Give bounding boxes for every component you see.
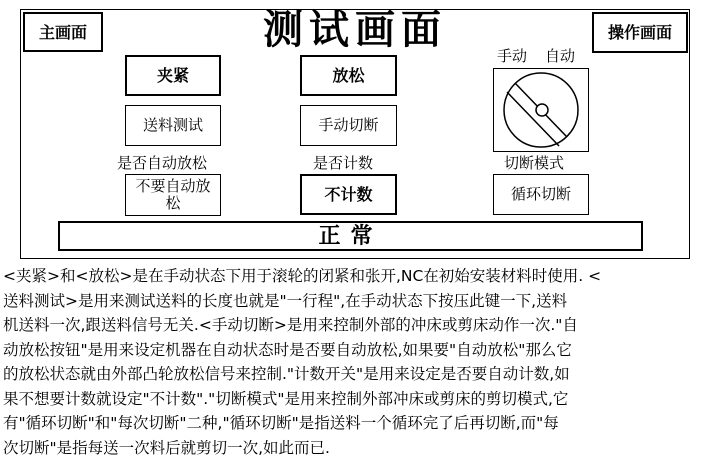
release-button[interactable]: 放松: [300, 55, 397, 96]
description-line: 动放松按钮"是用来设定机器在自动状态时是否要自动放松,如果要"自动放松"那么它: [3, 340, 572, 359]
feed-test-button[interactable]: 送料测试: [125, 105, 221, 146]
clamp-button[interactable]: 夹紧: [125, 55, 221, 96]
status-bar: 正常: [58, 221, 643, 251]
description-line: 机送料一次,跟送料信号无关.<手动切断>是用来控制外部的冲床或剪床动作一次."自: [3, 316, 578, 334]
description-line: 送料测试>是用来测试送料的长度也就是"一行程",在手动状态下按压此键一下,送料: [3, 291, 568, 310]
auto-label: 自动: [545, 47, 576, 65]
description-line: 有"循环切断"和"每次切断"二种,"循环切断"是指送料一个循环完了后再切断,而"每: [3, 414, 559, 432]
auto-release-label: 是否自动放松: [117, 154, 208, 172]
rotary-switch-icon: [494, 69, 588, 151]
mode-selector-switch[interactable]: [493, 68, 589, 152]
main-screen-button[interactable]: 主画面: [23, 12, 103, 52]
description-line: 果不想要计数就设定"不计数"."切断模式"是用来控制外部冲床或剪床的剪切模式,它: [3, 389, 569, 408]
count-toggle[interactable]: 不计数: [300, 174, 397, 215]
description-text: [3, 264, 706, 460]
cut-mode-toggle[interactable]: 循环切断: [493, 174, 589, 215]
description-line: 次切断"是指每送一次料后就剪切一次,如此而已.: [3, 438, 330, 457]
manual-cut-button[interactable]: 手动切断: [300, 105, 397, 146]
description-line: 的放松状态就由外部凸轮放松信号来控制."计数开关"是用来设定是否要自动计数,如: [3, 365, 570, 383]
page-title: 测试画面: [263, 6, 447, 53]
description-line: <夹紧>和<放松>是在手动状态下用于滚轮的闭紧和张开,NC在初始安装材料时使用. <: [3, 267, 602, 285]
cut-mode-label: 切断模式: [504, 154, 565, 172]
auto-release-toggle[interactable]: 不要自动放松: [125, 174, 221, 216]
manual-label: 手动: [497, 47, 528, 65]
operation-screen-button[interactable]: 操作画面: [592, 12, 688, 53]
count-label: 是否计数: [313, 154, 374, 172]
